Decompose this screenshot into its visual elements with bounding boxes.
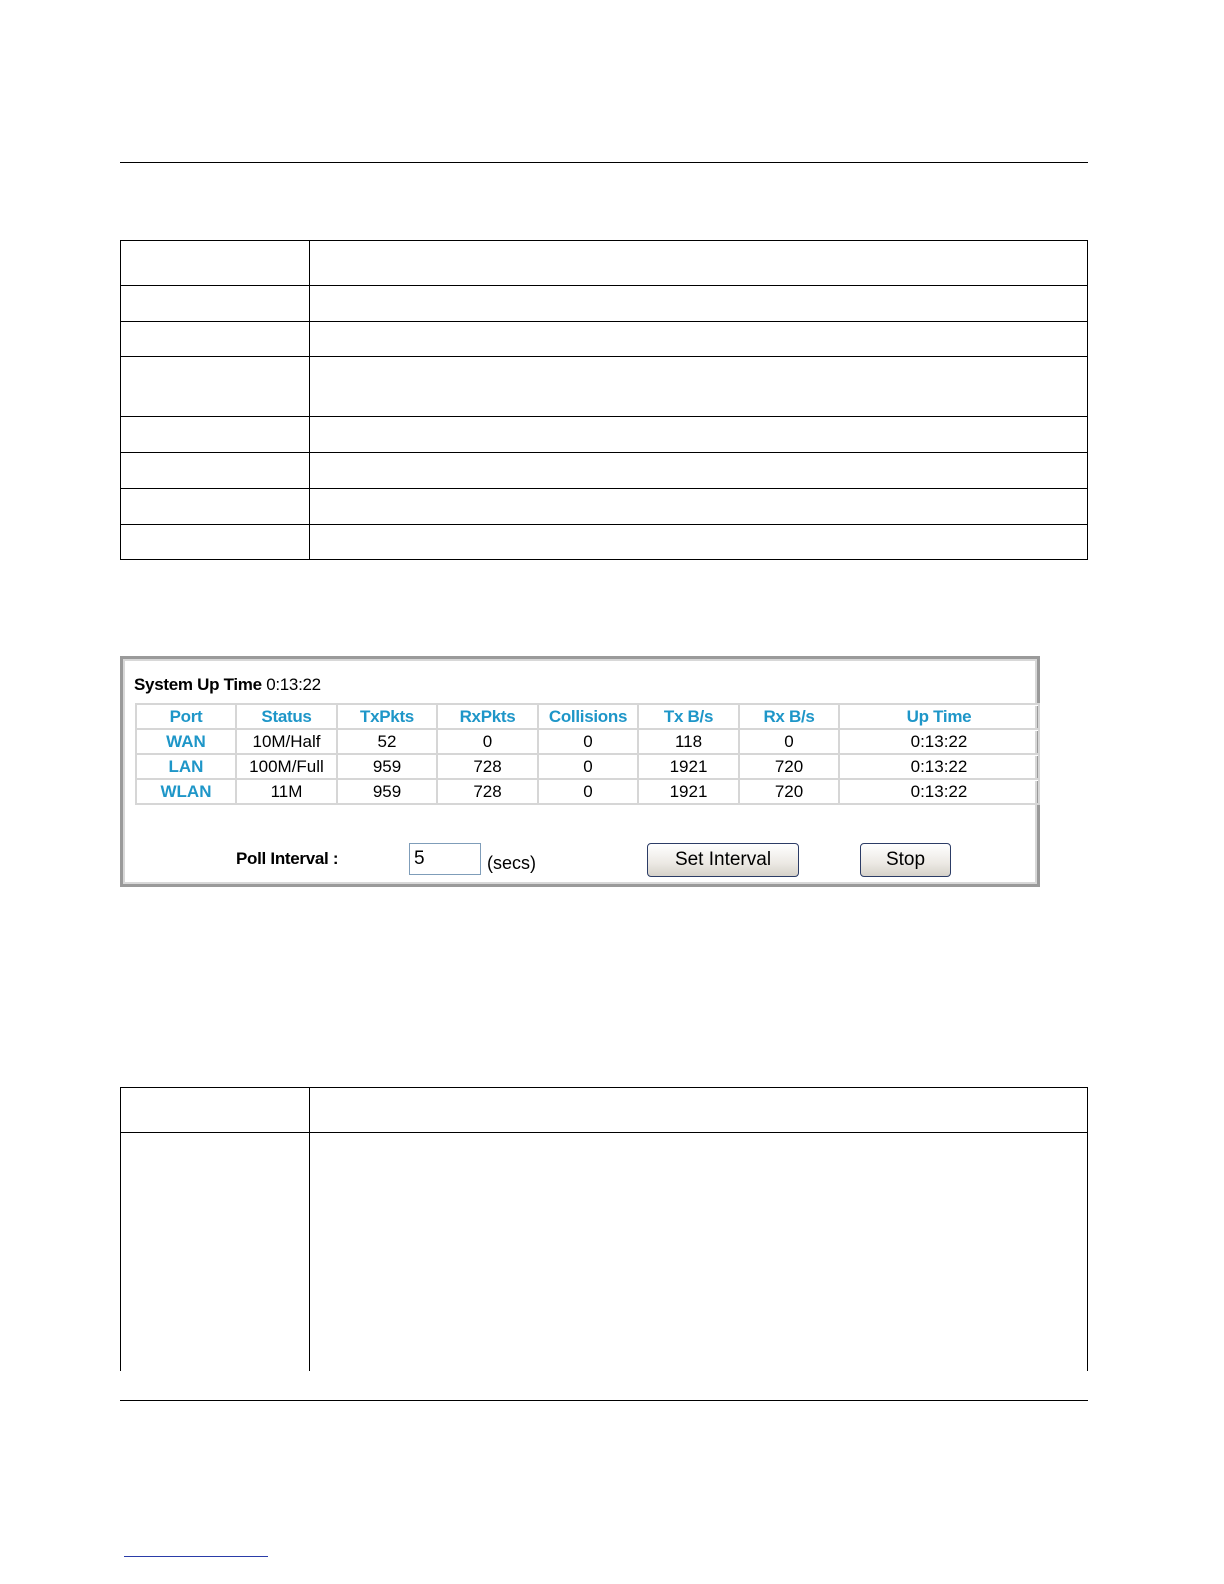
table-row: [136, 754, 1039, 779]
port-cell: WAN: [136, 729, 236, 754]
up-time-cell: 0:13:22: [839, 729, 1039, 754]
router-statistics-panel: [120, 656, 1040, 887]
status-cell: 100M/Full: [236, 754, 337, 779]
tx-bps-cell: 1921: [638, 754, 739, 779]
top-description-table: [120, 240, 1088, 560]
txpkts-cell: 959: [337, 754, 437, 779]
poll-interval-input[interactable]: [409, 843, 481, 875]
table-row: [121, 489, 1088, 525]
rx-bps-cell: 720: [739, 754, 839, 779]
table-row: [121, 241, 1088, 286]
rx-bps-cell: 0: [739, 729, 839, 754]
tx-bps-cell: 118: [638, 729, 739, 754]
table-row: [121, 525, 1088, 560]
table-row: [121, 357, 1088, 417]
txpkts-cell: 52: [337, 729, 437, 754]
table-row: [121, 322, 1088, 357]
set-interval-button[interactable]: Set Interval: [647, 843, 799, 877]
column-header-tx-bps: Tx B/s: [638, 704, 739, 729]
column-header-txpkts: TxPkts: [337, 704, 437, 729]
table-row: [136, 729, 1039, 754]
port-cell: WLAN: [136, 779, 236, 804]
bottom-description-table: [120, 1087, 1088, 1371]
system-uptime-value: 0:13:22: [266, 675, 321, 694]
table-row: [121, 453, 1088, 489]
column-header-collisions: Collisions: [538, 704, 638, 729]
txpkts-cell: 959: [337, 779, 437, 804]
collisions-cell: 0: [538, 754, 638, 779]
stop-button[interactable]: Stop: [860, 843, 951, 877]
rx-bps-cell: 720: [739, 779, 839, 804]
header-rule: [120, 162, 1088, 163]
status-cell: 10M/Half: [236, 729, 337, 754]
port-statistics-table: [135, 703, 1040, 805]
column-header-rx-bps: Rx B/s: [739, 704, 839, 729]
up-time-cell: 0:13:22: [839, 754, 1039, 779]
table-row: [136, 779, 1039, 804]
table-row: [121, 286, 1088, 322]
rxpkts-cell: 728: [437, 754, 538, 779]
port-cell: LAN: [136, 754, 236, 779]
column-header-up-time: Up Time: [839, 704, 1039, 729]
footer-link-underline[interactable]: [124, 1556, 268, 1557]
rxpkts-cell: 728: [437, 779, 538, 804]
table-row: [121, 417, 1088, 453]
collisions-cell: 0: [538, 729, 638, 754]
system-uptime-label: System Up Time: [134, 675, 262, 694]
rxpkts-cell: 0: [437, 729, 538, 754]
collisions-cell: 0: [538, 779, 638, 804]
system-uptime: [134, 675, 321, 695]
column-header-status: Status: [236, 704, 337, 729]
status-cell: 11M: [236, 779, 337, 804]
up-time-cell: 0:13:22: [839, 779, 1039, 804]
table-row: [121, 1133, 1088, 1371]
column-header-port: Port: [136, 704, 236, 729]
table-row: [121, 1088, 1088, 1133]
stats-header-row: [136, 704, 1039, 729]
tx-bps-cell: 1921: [638, 779, 739, 804]
poll-interval-label: Poll Interval :: [236, 849, 339, 868]
footer-rule: [120, 1400, 1088, 1401]
poll-interval-unit: (secs): [487, 853, 536, 873]
column-header-rxpkts: RxPkts: [437, 704, 538, 729]
